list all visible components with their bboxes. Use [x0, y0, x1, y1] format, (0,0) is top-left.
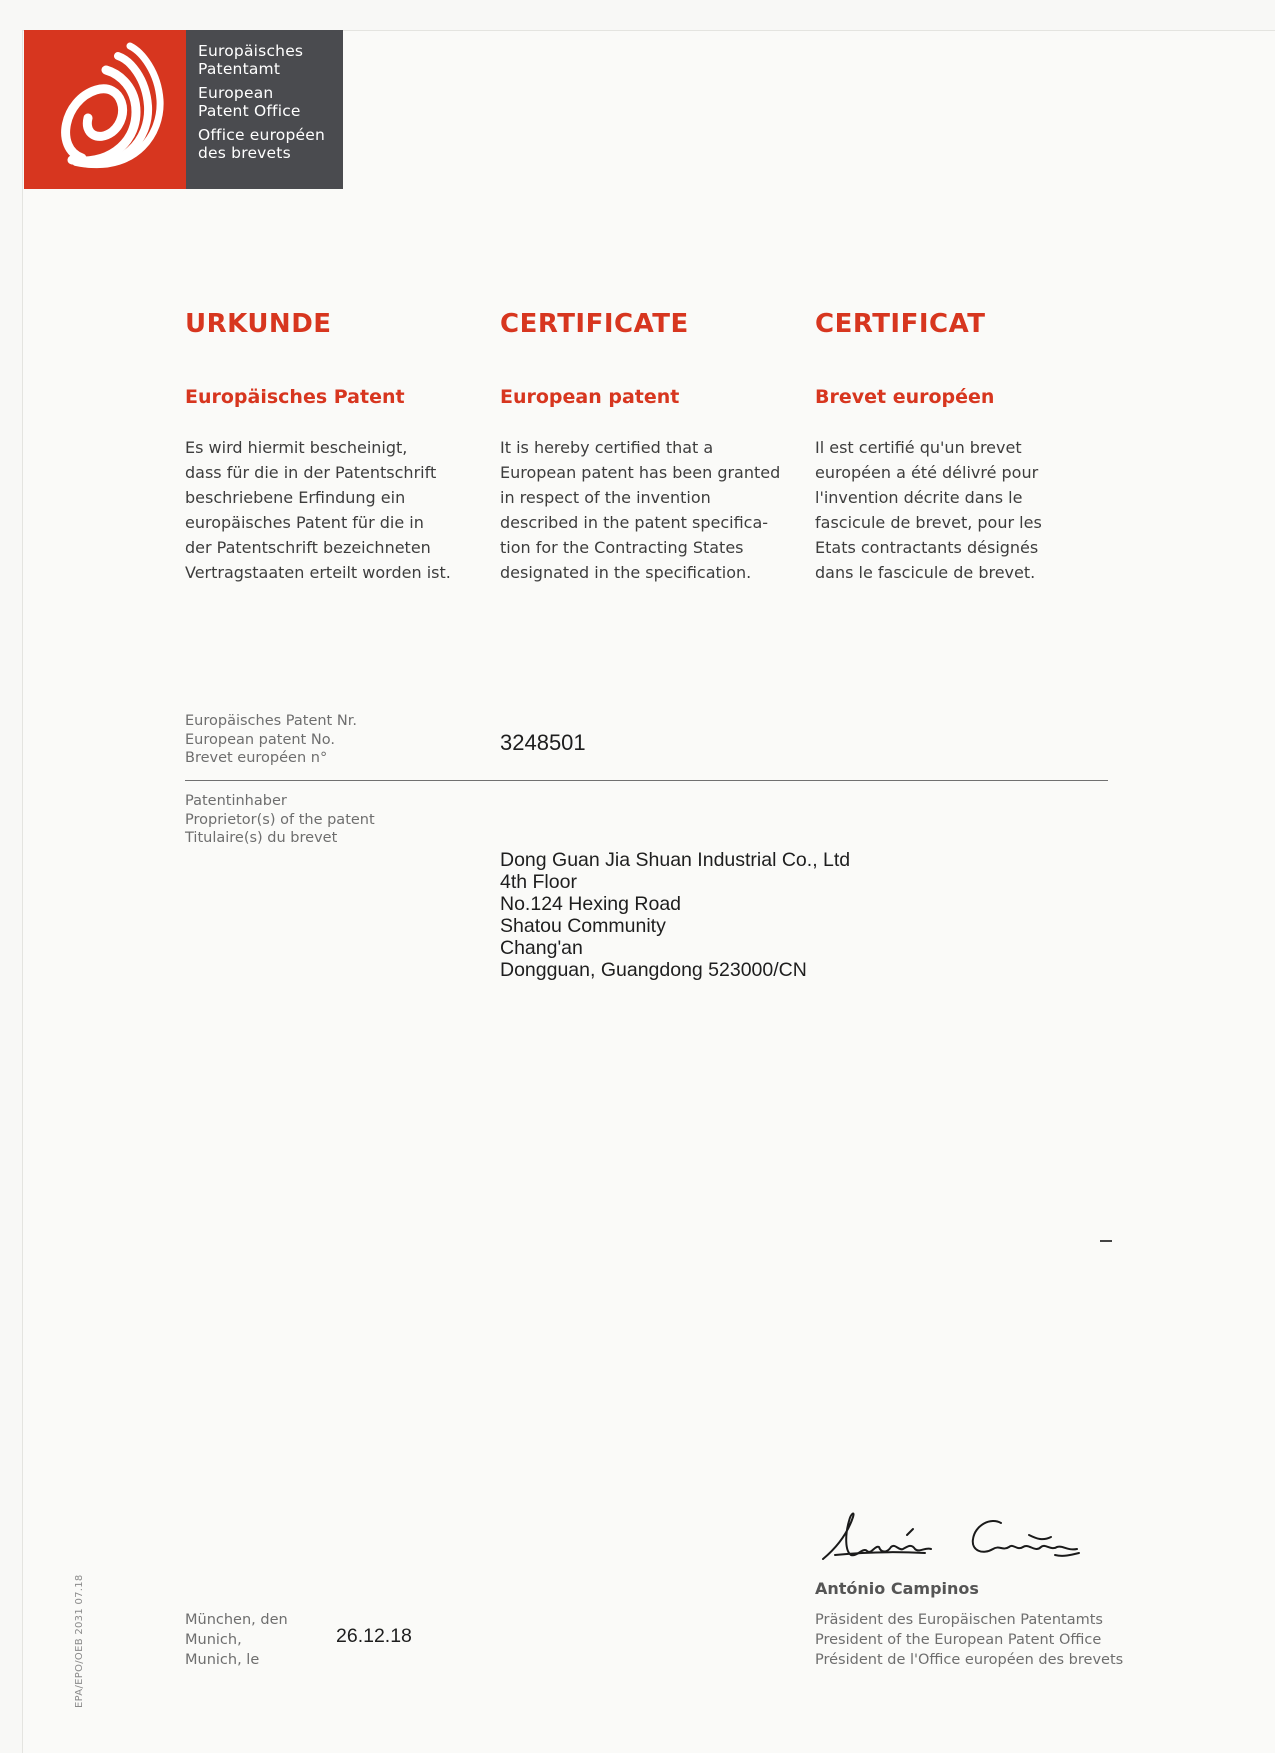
epo-logo-wordmark	[186, 30, 343, 189]
column-english	[500, 306, 800, 585]
address-line: Dongguan, Guangdong 523000/CN	[500, 959, 807, 981]
subheading-en: European patent	[500, 386, 680, 408]
heading-en: CERTIFICATE	[500, 309, 689, 339]
scan-speck	[1100, 1240, 1112, 1242]
issue-date: 26.12.18	[336, 1625, 412, 1647]
column-french	[815, 306, 1115, 585]
signer-name: António Campinos	[815, 1579, 979, 1598]
heading-fr: CERTIFICAT	[815, 309, 986, 339]
address-line: Shatou Community	[500, 915, 666, 937]
proprietor-label: Patentinhaber Proprietor(s) of the patent Titulaire(s) du brevet	[185, 793, 375, 846]
proprietor-address	[500, 849, 850, 981]
patent-number-label: Europäisches Patent Nr. European patent No. Brevet européen n°	[185, 713, 357, 766]
body-en: It is hereby certified that a European patent has been granted in respect of the invention described in the patent specifica- tion for the Contracting States designated in the specification.	[500, 438, 781, 582]
logo-text-fr: Office européen des brevets	[198, 126, 326, 162]
epo-logo-mark-icon	[24, 30, 186, 189]
body-de: Es wird hiermit bescheinigt, dass für die in der Patentschrift beschriebene Erfindung ein europäisches Patent für die in der Patentschrift bezeichneten Vertragstaaten erteilt worden ist.	[185, 438, 451, 582]
address-line: 4th Floor	[500, 871, 577, 893]
address-line: No.124 Hexing Road	[500, 893, 682, 915]
divider	[185, 780, 1108, 781]
heading-de: URKUNDE	[185, 309, 332, 339]
logo-text-de: Europäisches Patentamt	[198, 42, 304, 78]
patent-number: 3248501	[500, 730, 586, 755]
place-date-label: München, den Munich, Munich, le	[185, 1612, 288, 1668]
handwritten-signature	[815, 1495, 1095, 1575]
column-german	[185, 306, 485, 585]
subheading-de: Europäisches Patent	[185, 386, 405, 408]
logo-text-en: European Patent Office	[198, 84, 301, 120]
subheading-fr: Brevet européen	[815, 386, 995, 408]
signer-title: Präsident des Europäischen Patentamts President of the European Patent Office Président de l'Office européen des brevets	[815, 1612, 1124, 1668]
proprietor-name: Dong Guan Jia Shuan Industrial Co., Ltd	[500, 849, 851, 871]
body-fr: Il est certifié qu'un brevet européen a été délivré pour l'invention décrite dans le fascicule de brevet, pour les Etats contractants désignés dans le fascicule de brevet.	[815, 438, 1042, 582]
epo-logo	[24, 30, 343, 189]
form-code: EPA/EPO/OEB 2031 07.18	[74, 1574, 85, 1708]
address-line: Chang'an	[500, 937, 583, 959]
